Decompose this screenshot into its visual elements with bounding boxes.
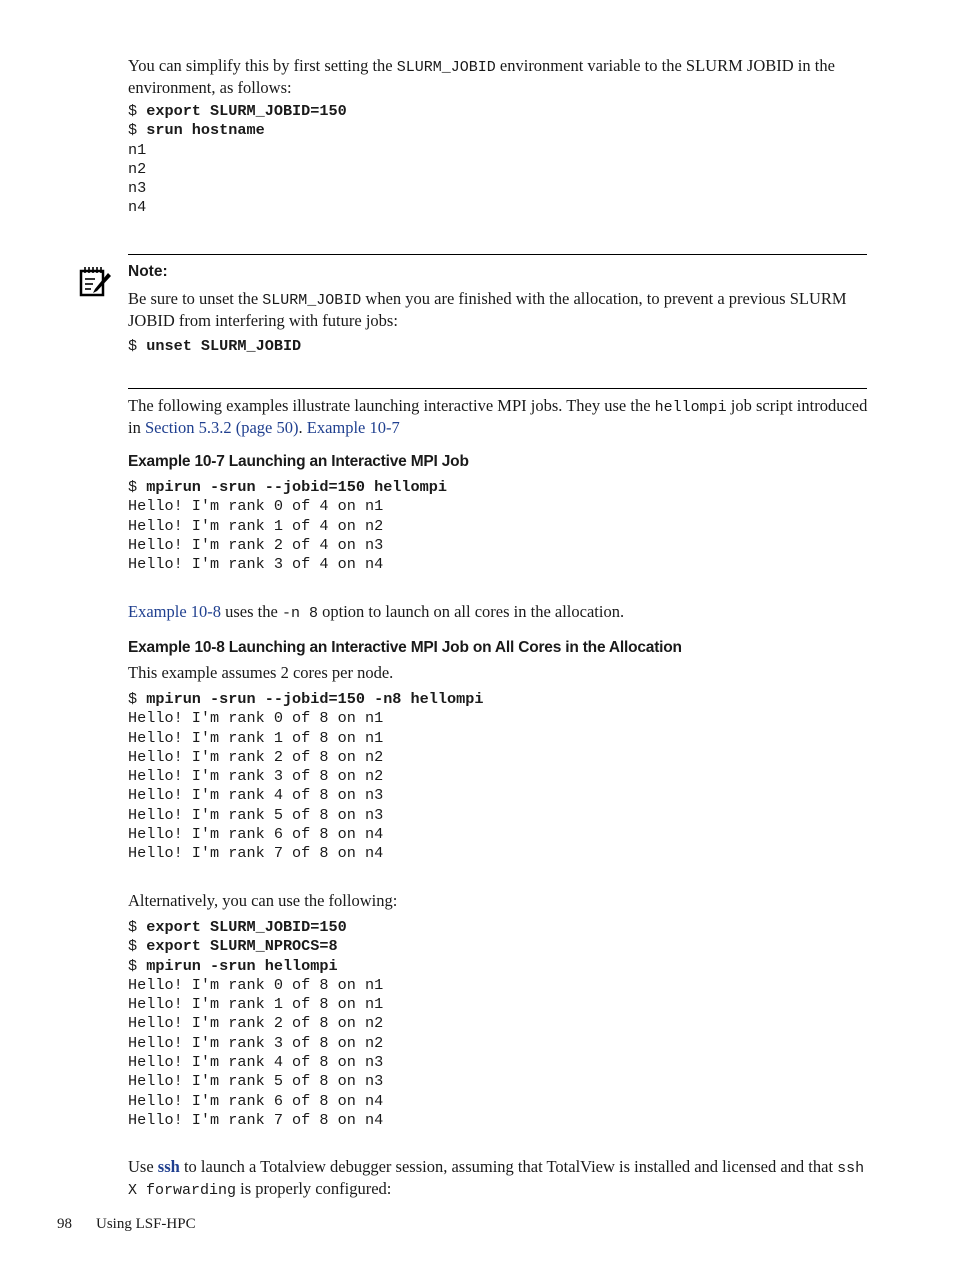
ssh-link[interactable]: ssh	[157, 1157, 180, 1176]
note-bottom-rule	[128, 388, 867, 389]
examples-intro-text: The following examples illustrate launching interactive MPI jobs. They use the	[128, 396, 655, 415]
note-var: SLURM_JOBID	[262, 292, 362, 309]
code-output: n3	[128, 179, 147, 198]
examples-intro-paragraph	[128, 396, 868, 437]
code-prompt: $	[128, 121, 147, 140]
code-line	[128, 806, 868, 825]
code-line	[128, 102, 868, 121]
alt-code	[128, 918, 868, 1130]
code-line	[128, 179, 868, 198]
code-line	[128, 825, 868, 844]
code-output: Hello! I'm rank 5 of 8 on n3	[128, 805, 384, 824]
note-top-rule	[128, 254, 867, 255]
ex8-intro-paragraph	[128, 602, 868, 624]
code-line	[128, 1111, 868, 1130]
examples-intro-text-mid: job script introduced in	[128, 396, 868, 437]
code-line	[128, 1014, 868, 1033]
note-paragraph	[128, 289, 868, 330]
code-line	[128, 478, 868, 497]
code-line	[128, 844, 868, 863]
code-command: mpirun -srun --jobid=150 hellompi	[146, 478, 447, 496]
example-10-7-heading: Example 10-7 Launching an Interactive MPI Job	[128, 453, 469, 470]
code-output: Hello! I'm rank 2 of 8 on n2	[128, 1014, 384, 1033]
note-label-wrap	[128, 263, 868, 281]
code-output: Hello! I'm rank 3 of 8 on n2	[128, 767, 384, 786]
code-output: Hello! I'm rank 7 of 8 on n4	[128, 844, 384, 863]
code-command: export SLURM_NPROCS=8	[146, 937, 338, 956]
ex8-intro-text: uses the	[221, 602, 282, 621]
example-10-8-link[interactable]: Example 10-8	[128, 602, 222, 621]
note-text: Be sure to unset the	[128, 289, 263, 308]
code-prompt: $	[128, 690, 147, 708]
note-text-after: when you are finished with the allocation, to prevent a previous SLURM JOBID from interfering with future jobs:	[128, 289, 847, 330]
ssh-code: ssh X forwarding	[128, 1160, 865, 1199]
code-line	[128, 690, 868, 709]
code-output: Hello! I'm rank 6 of 8 on n4	[128, 825, 384, 844]
ex8-intro-option: -n 8	[281, 605, 318, 622]
note-code-cmd: unset SLURM_JOBID	[146, 337, 302, 355]
code-output: n2	[128, 159, 147, 178]
code-command: mpirun -srun --jobid=150 -n8 hellompi	[146, 690, 484, 708]
intro-text: You can simplify this by first setting the	[128, 56, 397, 75]
code-prompt: $	[128, 478, 147, 496]
code-line	[128, 121, 868, 140]
code-line	[128, 1072, 868, 1091]
code-block-1	[128, 102, 868, 218]
note-code	[128, 337, 868, 356]
code-output: Hello! I'm rank 0 of 8 on n1	[128, 975, 384, 994]
code-line	[128, 786, 868, 805]
code-command: export SLURM_JOBID=150	[146, 918, 347, 936]
code-line	[128, 976, 868, 995]
code-command: export SLURM_JOBID=150	[146, 102, 347, 120]
alt-paragraph: Alternatively, you can use the following:	[128, 891, 398, 910]
code-output: Hello! I'm rank 3 of 8 on n2	[128, 1033, 384, 1052]
code-output: Hello! I'm rank 2 of 8 on n2	[128, 747, 384, 766]
code-output: Hello! I'm rank 4 of 8 on n3	[128, 786, 384, 805]
code-output: Hello! I'm rank 3 of 4 on n4	[128, 555, 384, 574]
code-output: n4	[128, 198, 147, 217]
code-output: n1	[128, 140, 147, 159]
code-output: Hello! I'm rank 2 of 4 on n3	[128, 535, 384, 554]
ssh-paragraph	[128, 1157, 868, 1200]
code-line	[128, 141, 868, 160]
code-output: Hello! I'm rank 0 of 4 on n1	[128, 497, 384, 516]
page-number: 98	[57, 1216, 72, 1232]
code-line	[128, 918, 868, 937]
example-10-7-code	[128, 478, 868, 574]
code-output: Hello! I'm rank 1 of 8 on n1	[128, 728, 384, 747]
code-line	[128, 555, 868, 574]
code-line	[128, 1092, 868, 1111]
example-10-7-link[interactable]: Example 10-7	[306, 417, 400, 437]
code-output: Hello! I'm rank 5 of 8 on n3	[128, 1072, 384, 1091]
ssh-text-after: is properly configured:	[236, 1178, 392, 1198]
code-command: srun hostname	[146, 121, 265, 140]
examples-intro-sep: .	[298, 417, 307, 437]
example-10-8-heading: Example 10-8 Launching an Interactive MPI Job on All Cores in the Allocation	[128, 639, 682, 656]
code-output: Hello! I'm rank 0 of 8 on n1	[128, 709, 384, 728]
code-output: Hello! I'm rank 6 of 8 on n4	[128, 1091, 384, 1110]
code-line	[128, 536, 868, 555]
page-footer	[57, 1216, 196, 1233]
code-line	[128, 497, 868, 516]
code-line	[128, 767, 868, 786]
examples-intro-script: hellompi	[654, 399, 727, 416]
intro-paragraph	[128, 56, 868, 97]
code-line	[128, 957, 868, 976]
note-code-prompt: $	[128, 337, 147, 355]
code-line	[128, 995, 868, 1014]
code-prompt: $	[128, 918, 147, 936]
code-line	[128, 709, 868, 728]
note-label: Note:	[128, 263, 168, 280]
code-line	[128, 160, 868, 179]
code-output: Hello! I'm rank 4 of 8 on n3	[128, 1053, 384, 1072]
code-line	[128, 729, 868, 748]
code-line	[128, 1034, 868, 1053]
note-pencil-icon	[78, 264, 112, 298]
code-line	[128, 517, 868, 536]
code-prompt: $	[128, 102, 147, 120]
code-line	[128, 1053, 868, 1072]
example-10-8-desc: This example assumes 2 cores per node.	[128, 663, 394, 682]
code-line	[128, 198, 868, 217]
code-line	[128, 748, 868, 767]
code-output: Hello! I'm rank 7 of 8 on n4	[128, 1110, 384, 1129]
intro-var: SLURM_JOBID	[396, 59, 496, 76]
ex8-intro-text-after: option to launch on all cores in the allocation.	[317, 602, 625, 621]
example-10-8-code	[128, 690, 868, 864]
code-output: Hello! I'm rank 1 of 4 on n2	[128, 516, 384, 535]
code-prompt: $	[128, 956, 147, 975]
code-prompt: $	[128, 937, 147, 956]
code-line	[128, 937, 868, 956]
ssh-text: Use	[128, 1157, 158, 1176]
intro-text-after: environment variable to the SLURM JOBID in the environment, as follows:	[128, 56, 835, 97]
ssh-text-mid: to launch a Totalview debugger session, assuming that TotalView is installed and licensed and that	[179, 1157, 838, 1176]
code-command: mpirun -srun hellompi	[146, 956, 338, 975]
footer-title: Using LSF-HPC	[96, 1216, 196, 1232]
section-5-3-2-link[interactable]: Section 5.3.2 (page 50)	[144, 417, 299, 437]
code-output: Hello! I'm rank 1 of 8 on n1	[128, 995, 384, 1014]
